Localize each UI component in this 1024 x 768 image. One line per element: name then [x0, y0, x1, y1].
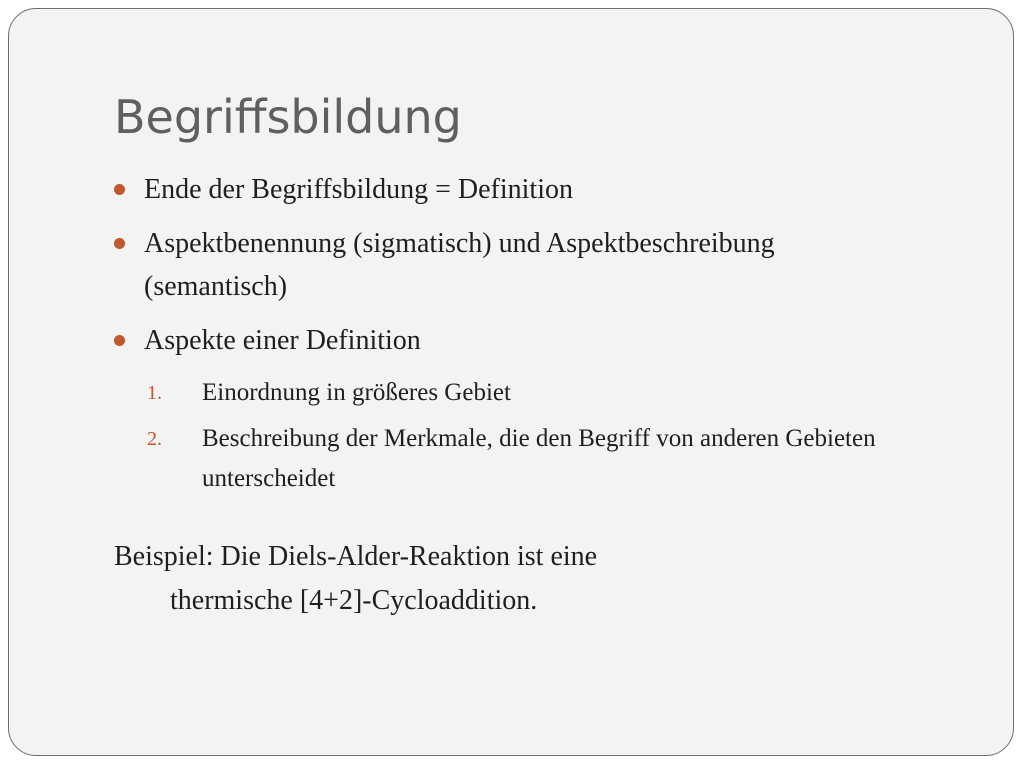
bullet-item: [114, 319, 914, 362]
example-paragraph: [114, 535, 914, 623]
bullet-list: [114, 168, 914, 362]
item-number: 2.: [147, 428, 162, 450]
bullet-text: Aspektbenennung (sigmatisch) und Aspektbeschreibung (semantisch): [144, 228, 775, 302]
numbered-item-text: Einordnung in größeres Gebiet: [202, 379, 511, 406]
round-bullet-icon: [114, 184, 125, 195]
bullet-item: [114, 222, 914, 308]
slide-content: [114, 168, 914, 623]
slide-title: Begriffsbildung: [114, 90, 462, 144]
round-bullet-icon: [114, 335, 125, 346]
numbered-item-text: Beschreibung der Merkmale, die den Begriff von anderen Gebieten unterscheidet: [202, 425, 876, 492]
round-bullet-icon: [114, 238, 125, 249]
example-line-2: thermische [4+2]-Cycloaddition.: [170, 585, 538, 616]
numbered-list: [114, 373, 914, 499]
bullet-item: [114, 168, 914, 211]
item-number: 1.: [147, 382, 162, 404]
example-line-1: Beispiel: Die Diels-Alder-Reaktion ist eine: [114, 541, 598, 572]
numbered-item: [114, 373, 914, 413]
bullet-text: Aspekte einer Definition: [144, 325, 421, 356]
numbered-item: [114, 419, 914, 499]
bullet-text: Ende der Begriffsbildung = Definition: [144, 174, 573, 205]
